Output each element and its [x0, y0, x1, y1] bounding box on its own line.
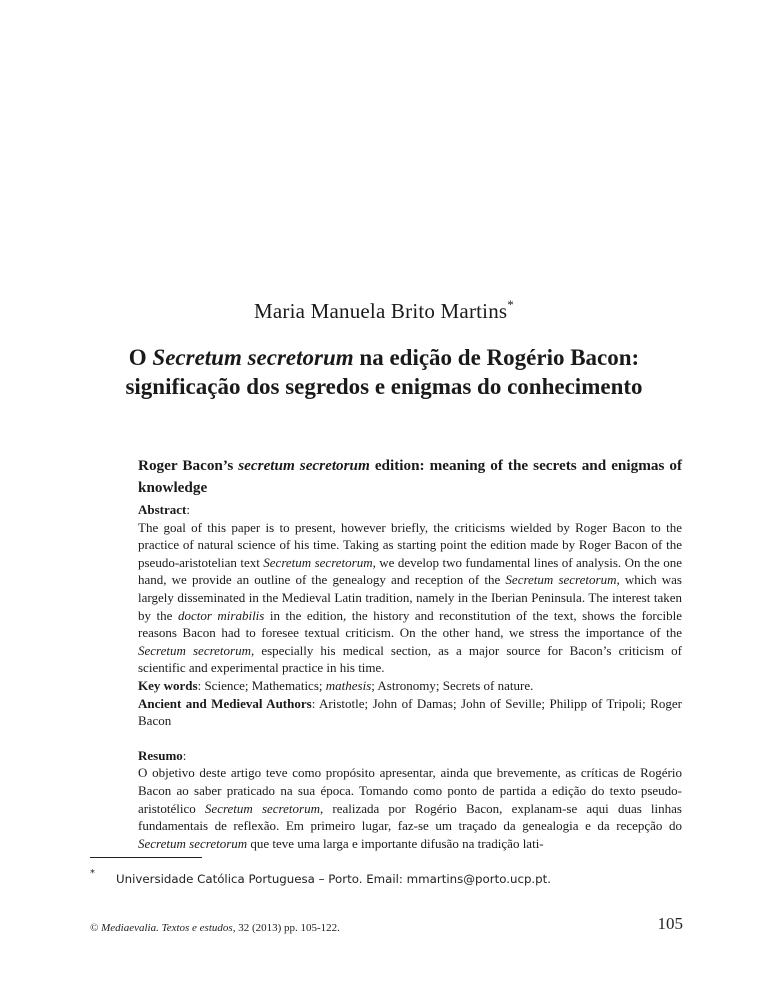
resumo-s1: O objetivo deste artigo teve como propósito apresentar, ainda que brevemente, as críticas de Rogério Bacon ao saber praticado na sua época. Tomando como ponto de partida a edição do texto pseudo-aristotélico: [138, 765, 682, 816]
footnote-divider: [90, 857, 202, 858]
resumo-label: Resumo:: [138, 747, 187, 763]
article-title: [60, 343, 708, 401]
journal-volume: , 32 (2013) pp. 105-122.: [232, 922, 340, 934]
resumo-label-text: Resumo: [138, 747, 183, 763]
abstract-label-text: Abstract: [138, 502, 187, 517]
copyright-symbol: ©: [90, 922, 99, 934]
footnote-marker: *: [90, 868, 95, 879]
title-part-1: O: [128, 345, 147, 370]
author-name-text: Maria Manuela Brito Martins: [254, 299, 508, 323]
english-title: [138, 455, 682, 499]
title-part-2: Secretum secretorum: [152, 345, 354, 370]
abstract-s8: Secretum secretorum: [138, 642, 251, 658]
keywords-label: Key words: [138, 677, 198, 693]
keywords-c: ; Astronomy; Secrets of nature.: [371, 677, 534, 693]
abstract-s5: , which was largely disseminated in the Medieval Latin tradition, namely in the Iberian Peninsula. The interest taken by the: [138, 572, 682, 623]
authors-text: : Aristotle; John of Damas; John of Seville; Philipp of Tripoli; Roger Bacon: [138, 695, 682, 729]
abstract-s6: doctor mirabilis: [177, 607, 265, 623]
keywords-b: mathesis: [325, 677, 372, 693]
keywords-a: : Science; Mathematics;: [197, 677, 323, 693]
journal-name: Mediaevalia. Textos e estudos: [101, 922, 233, 934]
abstract-label: Abstract:: [138, 502, 191, 517]
resumo-s3: , realizada por Rogério Bacon, explanam-se aqui duas linhas fundamentais de reflexão. Em primeiro lugar, faz-se um traçado da genealogia e da recepção do: [138, 800, 682, 834]
english-title-part-3: edition: meaning of the secrets and enigmas of knowledge: [138, 457, 682, 496]
keywords: [138, 677, 682, 695]
abstract-text: [138, 519, 682, 677]
resumo-s4: Secretum secretorum: [138, 835, 248, 851]
english-title-part-2: secretum secretorum: [238, 457, 370, 474]
abstract-section: [138, 455, 682, 852]
footnote-text: Universidade Católica Portuguesa – Porto. Email: mmartins@porto.ucp.pt.: [116, 872, 552, 886]
journal-citation: [90, 922, 340, 934]
authors-label: Ancient and Medieval Authors: [138, 695, 312, 711]
title-part-3: na edição de Rogério Bacon:: [359, 345, 640, 370]
english-title-part-1: Roger Bacon’s: [138, 457, 234, 474]
abstract-s3: , we develop two fundamental lines of analysis. On the one hand, we provide an outline of the genealogy and reception of the: [138, 554, 682, 588]
resumo-s5: que teve uma larga e importante difusão na tradição lati-: [250, 835, 544, 851]
abstract-s1: The goal of this paper is to present, however briefly, the criticisms wielded by Roger Bacon to the practice of natural science of his time. Taking as starting point the edition made by Roger Bacon of the pseudo-aristotelian text: [138, 519, 682, 570]
author-name: [0, 298, 768, 324]
author-footnote-marker: *: [507, 297, 514, 312]
abstract-s2: Secretum secretorum: [263, 554, 373, 570]
resumo-s2: Secretum secretorum: [204, 800, 320, 816]
resumo-text: [138, 764, 682, 852]
page-number: 105: [657, 914, 683, 933]
abstract-s9: , especially his medical section, as a major source for Bacon’s criticism of scientific and experimental practice in his time.: [138, 642, 682, 676]
title-line-2: significação dos segredos e enigmas do conhecimento: [125, 374, 643, 399]
ancient-medieval-authors: [138, 695, 682, 730]
abstract-s4: Secretum secretorum: [505, 572, 617, 588]
abstract-s7: in the edition, the history and reconstitution of the text, shows the forcible reasons Bacon had to foresee textual criticism. On the other hand, we stress the importance of the: [138, 607, 683, 641]
